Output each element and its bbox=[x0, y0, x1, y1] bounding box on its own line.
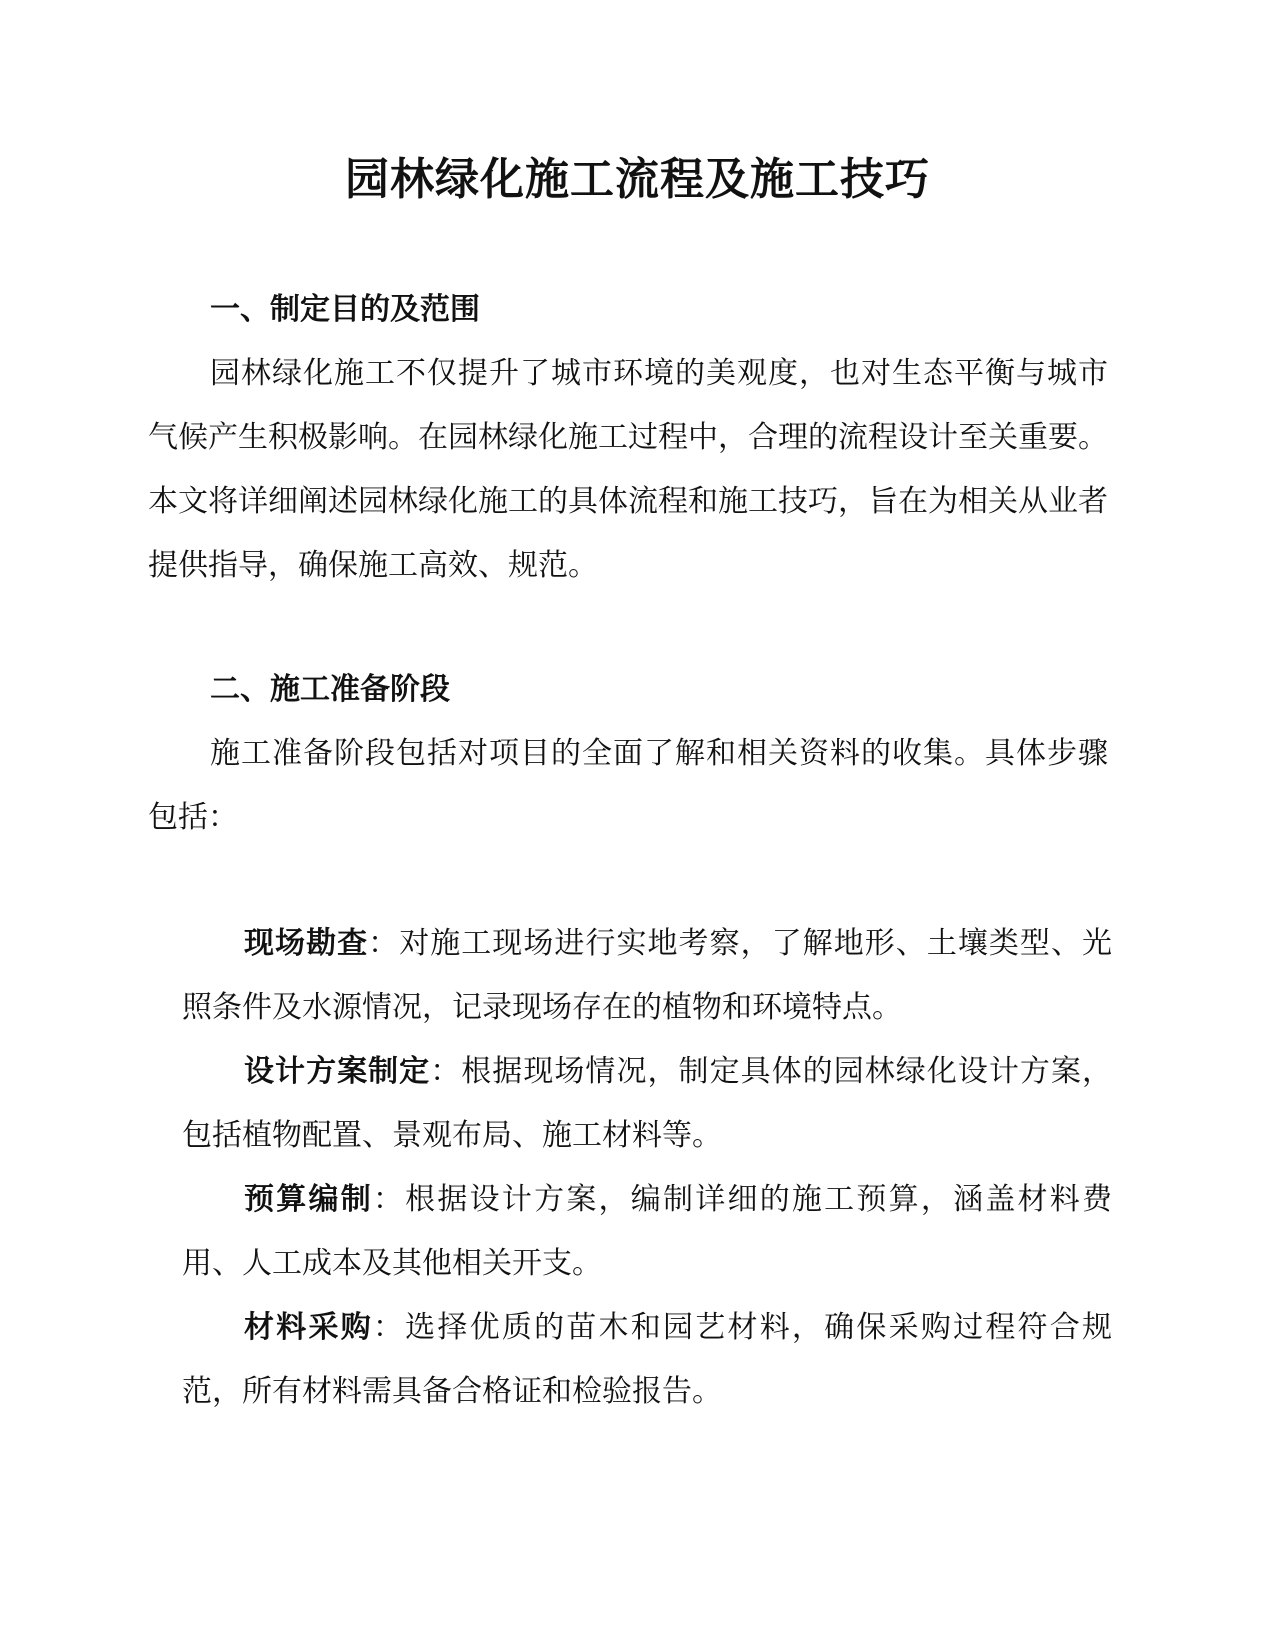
section-paragraph-purpose: 园林绿化施工不仅提升了城市环境的美观度，也对生态平衡与城市气候产生积极影响。在园林绿化施工过程中，合理的流程设计至关重要。本文将详细阐述园林绿化施工的具体流程和施工技巧，旨在为相关从业者提供指导，确保施工高效、规范。 bbox=[148, 356, 1108, 583]
section-paragraph-preparation: 施工准备阶段包括对项目的全面了解和相关资料的收集。具体步骤包括： bbox=[148, 736, 1108, 835]
section-heading-purpose: 一、制定目的及范围 bbox=[210, 292, 480, 327]
section-heading-preparation: 二、施工准备阶段 bbox=[210, 672, 450, 707]
document-title: 园林绿化施工流程及施工技巧 bbox=[345, 154, 930, 205]
list-item-text: ：根据设计方案，编制详细的施工预算，涵盖材料费用、人工成本及其他相关开支。 bbox=[182, 1182, 1113, 1281]
list-item-procurement bbox=[182, 1296, 1112, 1424]
list-item-text: ：选择优质的苗木和园艺材料，确保采购过程符合规范，所有材料需具备合格证和检验报告。 bbox=[182, 1310, 1113, 1409]
list-item-label: 现场勘查 bbox=[244, 926, 369, 961]
list-item-label: 材料采购 bbox=[244, 1310, 373, 1345]
list-item-text: ：对施工现场进行实地考察，了解地形、土壤类型、光照条件及水源情况，记录现场存在的植物和环境特点。 bbox=[182, 926, 1113, 1025]
list-item-site-survey bbox=[182, 912, 1112, 1040]
list-item-text: ：根据现场情况，制定具体的园林绿化设计方案，包括植物配置、景观布局、施工材料等。 bbox=[182, 1054, 1113, 1153]
list-item-label: 设计方案制定 bbox=[244, 1054, 431, 1089]
list-item-design-plan bbox=[182, 1040, 1112, 1168]
list-item-label: 预算编制 bbox=[244, 1182, 373, 1217]
list-item-budget bbox=[182, 1168, 1112, 1296]
